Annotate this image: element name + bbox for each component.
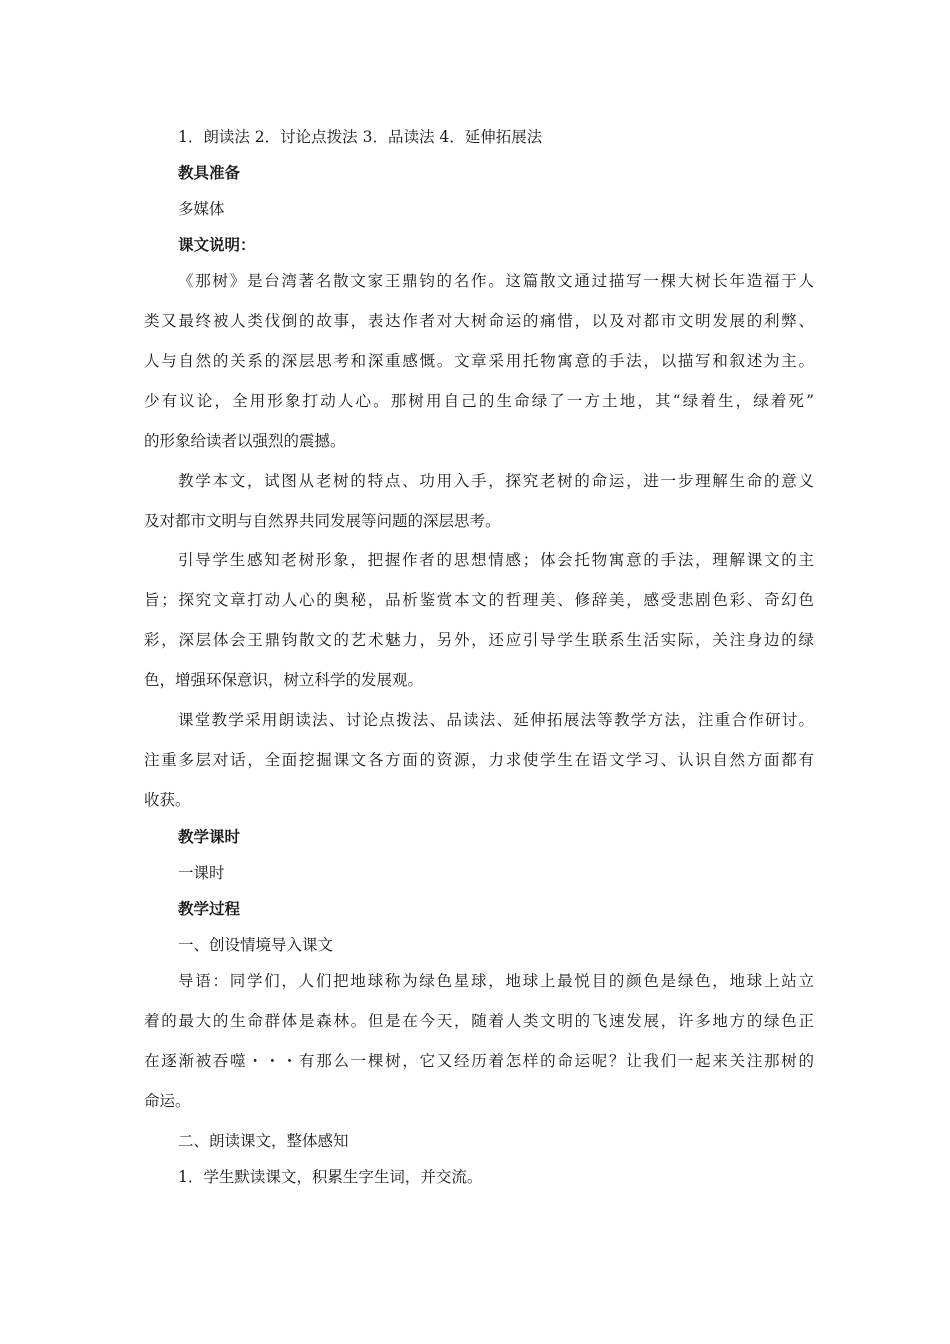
paragraph-1-line-1: 《那树》是台湾著名散文家王鼎钧的名作。这篇散文通过描写一棵大树长年造福于人 (178, 272, 814, 290)
paragraph-2-line-2: 及对都市文明与自然界共同发展等问题的深层思考。 (144, 512, 501, 530)
tools-value: 多媒体 (178, 200, 225, 218)
step-1-title: 一、创设情境导入课文 (178, 936, 334, 954)
paragraph-3-line-4: 色，增强环保意识，树立科学的发展观。 (144, 671, 424, 689)
hours-heading: 教学课时 (178, 827, 241, 846)
paragraph-2-line-1: 教学本文，试图从老树的特点、功用入手，探究老树的命运，进一步理解生命的意义 (178, 472, 814, 490)
paragraph-4-line-2: 注重多层对话，全面挖掘课文各方面的资源，力求使学生在语文学习、认识自然方面都有 (144, 751, 814, 769)
paragraph-5-line-4: 命运。 (144, 1092, 191, 1110)
paragraph-5-line-1: 导语：同学们，人们把地球称为绿色星球，地球上最悦目的颜色是绿色，地球上站立 (178, 972, 814, 990)
paragraph-4-line-1: 课堂教学采用朗读法、讨论点拨法、品读法、延伸拓展法等教学方法，注重合作研讨。 (178, 711, 814, 729)
paragraph-1-line-5: 的形象给读者以强烈的震撼。 (144, 432, 346, 450)
paragraph-1-line-2: 类又最终被人类伐倒的故事，表达作者对大树命运的痛惜，以及对都市文明发展的利弊、 (144, 312, 814, 330)
paragraph-1-line-4: 少有议论，全用形象打动人心。那树用自己的生命绿了一方土地，其“绿着生，绿着死” (144, 392, 814, 410)
paragraph-3-line-3: 彩，深层体会王鼎钧散文的艺术魅力，另外，还应引导学生联系生活实际，关注身边的绿 (144, 631, 814, 649)
text-note-heading: 课文说明： (178, 235, 256, 254)
paragraph-5-line-2: 着的最大的生命群体是森林。但是在今天，随着人类文明的飞速发展，许多地方的绿色正 (144, 1012, 814, 1030)
paragraph-5-line-3: 在逐渐被吞噬・・・有那么一棵树，它又经历着怎样的命运呢？让我们一起来关注那树的 (144, 1052, 814, 1070)
paragraph-1-line-3: 人与自然的关系的深层思考和深重感慨。文章采用托物寓意的手法，以描写和叙述为主。 (144, 352, 814, 370)
paragraph-3-line-1: 引导学生感知老树形象，把握作者的思想情感；体会托物寓意的手法，理解课文的主 (178, 551, 814, 569)
methods-line: 1．朗读法 2．讨论点拨法 3．品读法 4．延伸拓展法 (178, 128, 543, 146)
paragraph-4-line-3: 收获。 (144, 791, 191, 809)
hours-value: 一课时 (178, 864, 225, 882)
process-heading: 教学过程 (178, 899, 241, 918)
step-2-item-1: 1．学生默读课文，积累生字生词，并交流。 (178, 1168, 483, 1186)
tools-heading: 教具准备 (178, 163, 241, 182)
paragraph-3-line-2: 旨；探究文章打动人心的奥秘，品析鉴赏本文的哲理美、修辞美，感受悲剧色彩、奇幻色 (144, 591, 814, 609)
step-2-title: 二、朗读课文，整体感知 (178, 1132, 349, 1150)
